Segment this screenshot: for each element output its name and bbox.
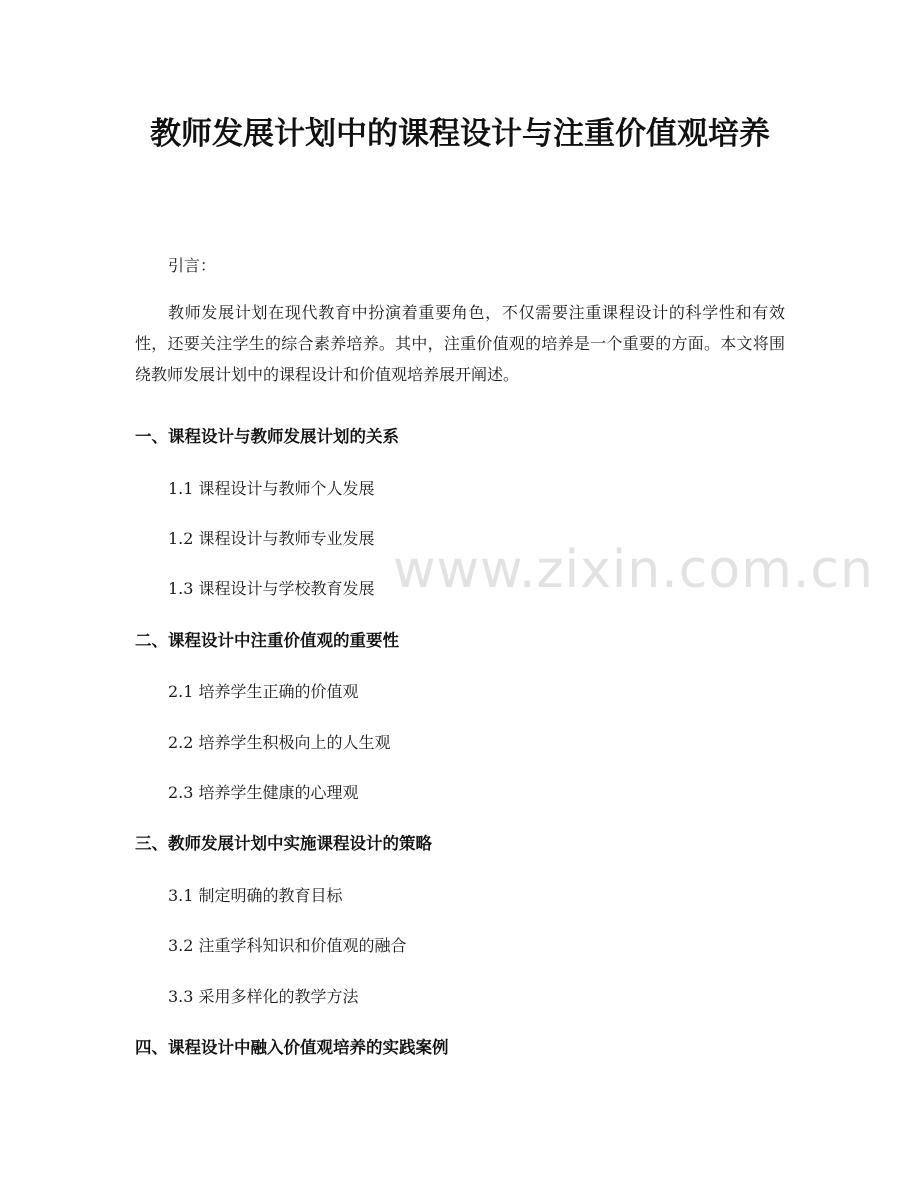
subsection-2-2: 2.2 培养学生积极向上的人生观 [168,733,391,752]
watermark: www.zixin.com.cn [393,540,874,600]
subsection-3-1: 3.1 制定明确的教育目标 [168,886,343,905]
subsection-1-1: 1.1 课程设计与教师个人发展 [168,479,375,498]
subsection-3-2: 3.2 注重学科知识和价值观的融合 [168,936,407,955]
subsection-3-3: 3.3 采用多样化的教学方法 [168,987,359,1006]
intro-paragraph: 教师发展计划在现代教育中扮演着重要角色，不仅需要注重课程设计的科学性和有效性，还要关注学生的综合素养培养。其中，注重价值观的培养是一个重要的方面。本文将围绕教师发展计划中的课程设计和价值观培养展开阐述。 [135,303,785,384]
section-heading-2: 二、课程设计中注重价值观的重要性 [135,631,399,650]
section-heading-1: 一、课程设计与教师发展计划的关系 [135,427,399,446]
section-heading-4: 四、课程设计中融入价值观培养的实践案例 [135,1038,449,1057]
section-heading-3: 三、教师发展计划中实施课程设计的策略 [135,834,432,853]
subsection-2-3: 2.3 培养学生健康的心理观 [168,783,359,802]
intro-label: 引言： [168,256,217,275]
subsection-1-3: 1.3 课程设计与学校教育发展 [168,579,375,598]
subsection-2-1: 2.1 培养学生正确的价值观 [168,682,359,701]
document-title: 教师发展计划中的课程设计与注重价值观培养 [150,116,770,152]
subsection-1-2: 1.2 课程设计与教师专业发展 [168,529,375,548]
